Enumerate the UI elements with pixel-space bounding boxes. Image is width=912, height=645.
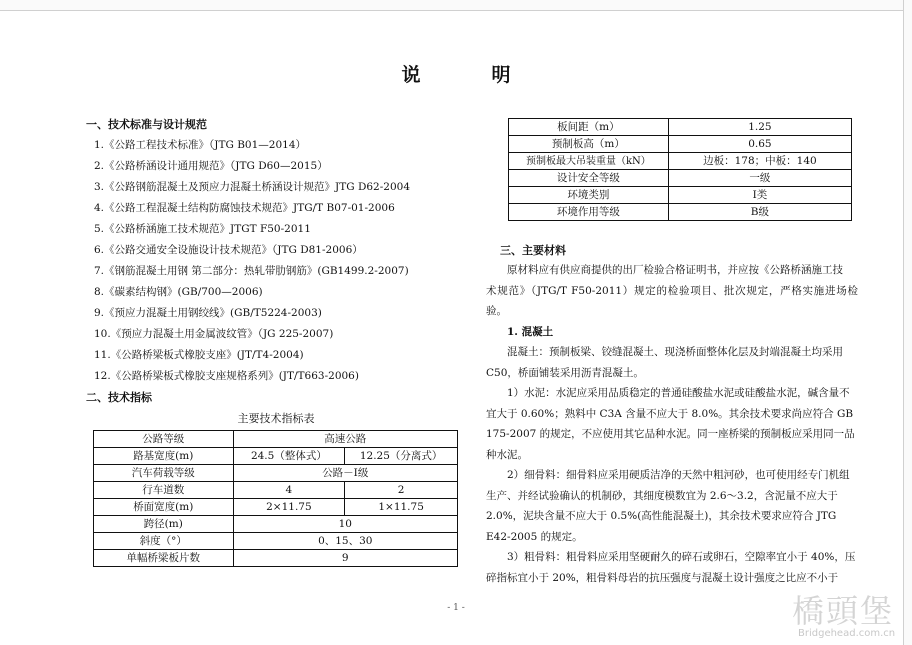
body-line: 175-2007 的规定，不应使用其它品种水泥。同一座桥梁的预制板应采用同一品 (486, 428, 855, 440)
table-cell: 公路－Ⅰ级 (233, 465, 457, 482)
table-row (509, 204, 852, 221)
table-cell: 4 (233, 482, 345, 499)
table-cell: 单幅桥梁板片数 (94, 550, 234, 567)
table-cell: 斜度（°） (94, 533, 234, 550)
section-heading-materials: 三、主要材料 (500, 244, 566, 257)
standard-item: 8.《碳素结构钢》(GB/700—2006) (94, 286, 263, 298)
standard-item: 10.《预应力混凝土用金属波纹管》（JG 225-2007) (94, 328, 334, 340)
table-cell: 环境类别 (509, 187, 669, 204)
watermark-logo: 橋頭堡 (792, 592, 895, 630)
table-cell: 10 (233, 516, 457, 533)
standard-item: 1.《公路工程技术标准》（JTG B01—2014） (94, 139, 307, 151)
table-row (509, 170, 852, 187)
table-cell: 12.25（分离式） (345, 448, 458, 465)
table-cell: 汽车荷载等级 (94, 465, 234, 482)
table-cell: 0、15、30 (233, 533, 457, 550)
section-heading-tech-indicators: 二、技术指标 (86, 391, 152, 404)
body-line: 生产、并经试验确认的机制砂，其细度模数宜为 2.6～3.2，含泥量不应大于 (486, 489, 838, 502)
standard-item: 4.《公路工程混凝土结构防腐蚀技术规范》JTG/T B07-01-2006 (94, 202, 395, 214)
body-line: 术规范》（JTG/T F50-2011）规定的检验项目、批次规定，严格实施进场检验。 (486, 284, 858, 317)
body-line: 2）细骨料：细骨料应采用硬质洁净的天然中粗河砂，也可使用经专门机组 (507, 469, 850, 481)
standard-item: 7.《钢筋混凝土用钢 第二部分：热轧带肋钢筋》(GB1499.2-2007) (94, 265, 409, 277)
table-cell: 2 (345, 482, 458, 499)
standard-item: 6.《公路交通安全设施设计技术规范》（JTG D81-2006） (94, 244, 363, 256)
subsection-heading: 1. 混凝土 (507, 325, 554, 338)
table-caption: 主要技术指标表 (237, 412, 315, 425)
viewer-right-edge (903, 0, 912, 645)
table-cell: B级 (668, 204, 851, 221)
watermark-url: Bridgehead.com.cn (798, 628, 896, 639)
table-row (94, 516, 458, 533)
table-row (94, 465, 458, 482)
table-row (94, 482, 458, 499)
table-row (94, 550, 458, 567)
table-cell: 路基宽度(m) (94, 448, 234, 465)
table-cell: 边板：178；中板：140 (668, 153, 851, 170)
table-cell: 1×11.75 (345, 499, 458, 516)
viewer-top-edge (0, 0, 912, 11)
body-line: E42-2005 的规定。 (486, 530, 583, 543)
table-cell: 设计安全等级 (509, 170, 669, 187)
table-cell: 行车道数 (94, 482, 234, 499)
table-cell: 公路等级 (94, 431, 234, 448)
watermark (790, 586, 910, 642)
standard-item: 11.《公路桥梁板式橡胶支座》(JT/T4-2004) (94, 349, 304, 361)
body-line: 1）水泥：水泥应采用品质稳定的普通硅酸盐水泥或硅酸盐水泥，碱含量不 (507, 387, 850, 399)
page-title: 说 明 (401, 64, 537, 86)
table-cell: 9 (233, 550, 457, 567)
tech-indicator-table-continued (508, 118, 852, 221)
table-cell: 2×11.75 (233, 499, 345, 516)
table-row (509, 187, 852, 204)
table-cell: 板间距（m） (509, 119, 669, 136)
table-cell: Ⅰ类 (668, 187, 851, 204)
standard-item: 2.《公路桥涵设计通用规范》（JTG D60—2015） (94, 160, 328, 172)
table-row (94, 448, 458, 465)
body-line: 混凝土：预制板梁、铰缝混凝土、现浇桥面整体化层及封端混凝土均采用 (507, 346, 843, 358)
section-heading-standards: 一、技术标准与设计规范 (86, 118, 207, 131)
body-line: 原材料应有供应商提供的出厂检验合格证明书，并应按《公路桥涵施工技 (507, 264, 843, 276)
table-cell: 1.25 (668, 119, 851, 136)
body-line: 宜大于 0.60%；熟料中 C3A 含量不应大于 8.0%。其余技术要求尚应符合 GB (486, 407, 854, 420)
table-cell: 跨径(m) (94, 516, 234, 533)
table-cell: 桥面宽度(m) (94, 499, 234, 516)
table-cell: 一级 (668, 170, 851, 187)
table-cell: 高速公路 (233, 431, 457, 448)
table-cell: 0.65 (668, 136, 851, 153)
table-row (509, 136, 852, 153)
body-line: 3）粗骨料：粗骨料应采用坚硬耐久的碎石或卵石，空隙率宜小于 40%，压 (507, 551, 856, 563)
tech-indicator-table (93, 430, 458, 567)
standard-item: 12.《公路桥梁板式橡胶支座规格系列》(JT/T663-2006) (94, 370, 359, 382)
table-row (94, 431, 458, 448)
table-cell: 预制板最大吊装重量（kN） (509, 153, 669, 170)
standard-item: 5.《公路桥涵施工技术规范》JTGT F50-2011 (94, 223, 311, 235)
materials-body (486, 260, 858, 588)
standard-item: 3.《公路钢筋混凝土及预应力混凝土桥涵设计规范》JTG D62-2004 (94, 181, 411, 193)
page-number: - 1 - (447, 603, 465, 613)
table-row (94, 533, 458, 550)
table-row (94, 499, 458, 516)
standard-item: 9.《预应力混凝土用钢绞线》(GB/T5224-2003) (94, 307, 322, 319)
body-line: C50，桥面铺装采用沥青混凝土。 (486, 366, 644, 379)
body-line: 2.0%，泥块含量不应大于 0.5%(高性能混凝土)，其余技术要求应符合 JTG (486, 510, 837, 522)
table-row (509, 153, 852, 170)
table-cell: 24.5（整体式） (233, 448, 345, 465)
table-cell: 环境作用等级 (509, 204, 669, 221)
table-cell: 预制板高（m） (509, 136, 669, 153)
body-line: 种水泥。 (486, 448, 528, 461)
body-line: 碎指标宜小于 20%，粗骨料母岩的抗压强度与混凝土设计强度之比应不小于 (486, 571, 839, 584)
table-row (509, 119, 852, 136)
